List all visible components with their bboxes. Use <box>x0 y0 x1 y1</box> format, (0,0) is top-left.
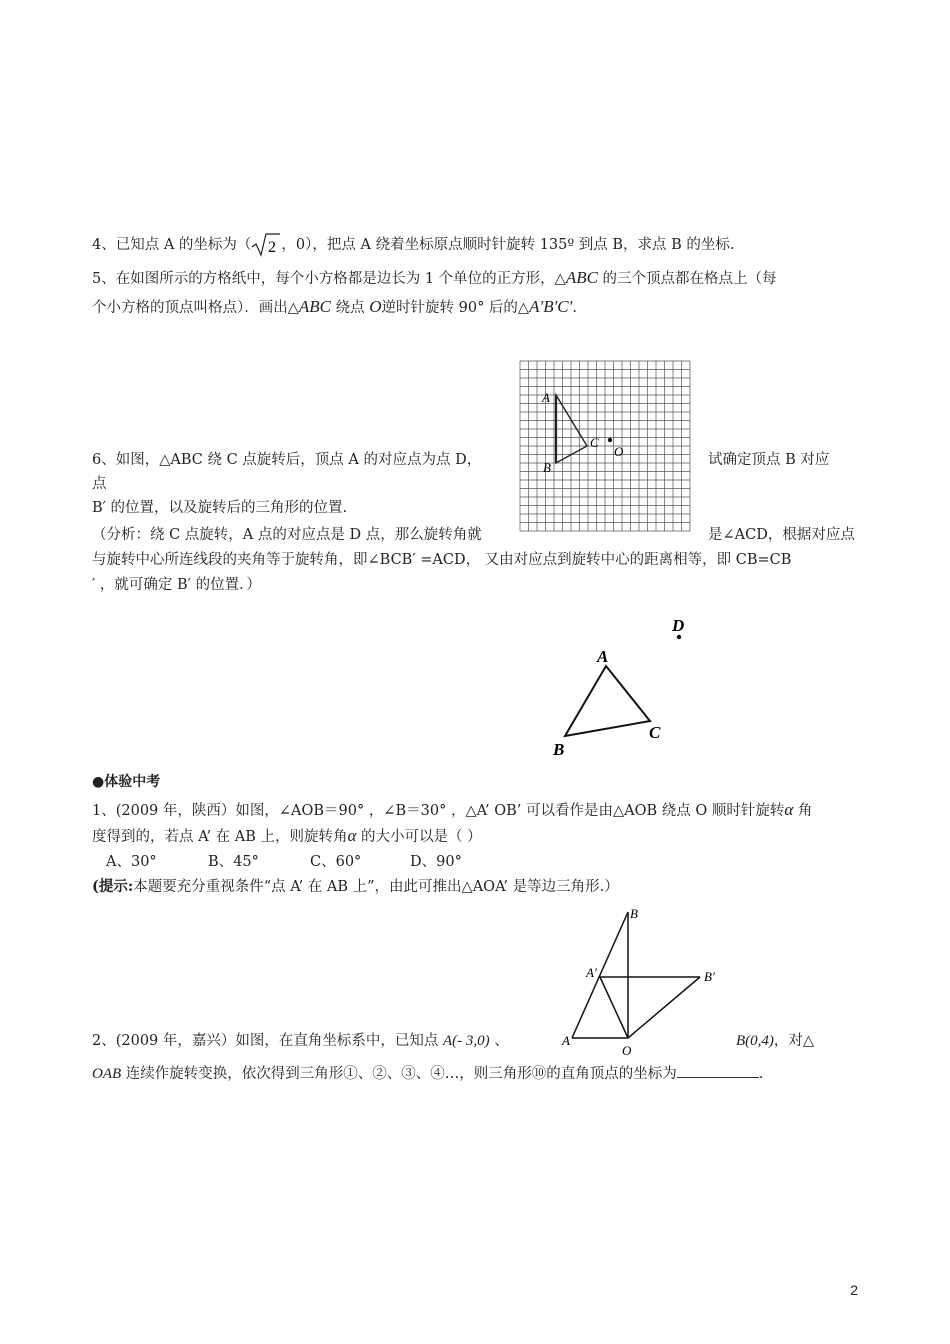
answer-blank[interactable] <box>677 1063 759 1078</box>
tri-label-d: D <box>672 616 685 635</box>
problem-5-line-1 <box>92 268 777 289</box>
question-1-line-1 <box>92 800 812 821</box>
triangle-figure <box>545 610 705 765</box>
problem-6-line-4: （分析：绕 C 点旋转，A 点的对应点是 D 点，那么旋转角就 <box>92 527 482 543</box>
problem-4-text-b: ，0），把点 A 绕着坐标原点顺时针旋转 135º 到点 B，求点 B 的坐标. <box>281 237 735 253</box>
q2-point-b: B(0,4) <box>736 1033 774 1049</box>
q2-l1b: 、 <box>489 1033 509 1049</box>
q1-l1-end: 角 <box>793 803 813 819</box>
grid-label-c: C <box>590 435 599 450</box>
problem-6-line-1-right: 试确定顶点 B 对应 <box>708 452 830 468</box>
q2-l2a: 连续作旋转变换，依次得到三角形①、②、③、④…，则三角形⑩的直角顶点的坐标为 <box>121 1066 677 1082</box>
option-a: A、30° <box>106 854 157 870</box>
problem-4-text-a: 4、已知点 A 的坐标为（ <box>92 237 252 253</box>
q2-l1c: ，对△ <box>773 1033 815 1049</box>
rot-label-a1: A′ <box>586 965 597 980</box>
p5-l2a: 个小方格的顶点叫格点）．画出△ <box>92 300 299 316</box>
hint-text: 本题要充分重视条件“点 A’ 在 AB 上”，由此可推出△AOA’ 是等边三角形.） <box>133 879 619 895</box>
p5-abc-2: ABC <box>298 297 332 316</box>
grid-label-o: O <box>614 444 624 459</box>
q1-l2a: 度得到的，若点 A’ 在 AB 上，则旋转角 <box>92 829 348 845</box>
q1-l1: 1、(2009 年，陕西）如图，∠AOB＝90° ，∠B＝30° ，△A’ OB’ 可以看作是由△AOB 绕点 O 顺时针旋转 <box>92 803 785 819</box>
problem-4 <box>92 232 735 258</box>
q1-alpha-2: α <box>347 826 357 845</box>
q2-oab: OAB <box>92 1066 122 1082</box>
question-1-hint <box>92 877 619 897</box>
grid-figure <box>518 359 694 535</box>
question-2-line-1-right <box>736 1031 814 1051</box>
q2-point-a: A(- 3,0) <box>443 1033 490 1049</box>
rotation-figure <box>558 904 728 1064</box>
p5-l1b: 的三个顶点都在格点上（每 <box>597 271 777 287</box>
problem-6-line-6: ′ ，就可确定 B′ 的位置．） <box>92 577 261 593</box>
tri-label-a: A <box>597 647 609 666</box>
problem-6-line-2: 点 <box>92 476 107 492</box>
p5-abc: ABC <box>565 268 598 287</box>
grid-label-a: A <box>542 390 550 405</box>
p5-l2b: 绕点 <box>331 300 370 316</box>
section-title: ●体验中考 <box>92 774 161 790</box>
problem-6-line-3: B′ 的位置，以及旋转后的三角形的位置. <box>92 500 348 516</box>
problem-6-line-1: 6、如图，△ABC 绕 C 点旋转后，顶点 A 的对应点为点 D， <box>92 452 482 468</box>
tri-label-b: B <box>553 740 565 759</box>
q2-l1a: 2、(2009 年，嘉兴）如图，在直角坐标系中，已知点 <box>92 1033 444 1049</box>
point-d-dot <box>677 635 681 639</box>
p5-l1a: 5、在如图所示的方格纸中，每个小方格都是边长为 1 个单位的正方形，△ <box>92 271 566 287</box>
tri-label-c: C <box>649 723 661 742</box>
p5-l2c: 逆时针旋转 90° 后的△ <box>381 300 530 316</box>
option-c: C、60° <box>310 854 362 870</box>
sqrt-radicand: 2 <box>268 239 277 256</box>
question-1-options <box>106 852 462 872</box>
question-2-line-1 <box>92 1031 509 1051</box>
rot-label-b1: B′ <box>704 969 715 984</box>
hint-label: (提示: <box>92 878 134 895</box>
page-number: 2 <box>850 1282 858 1298</box>
grid-label-b: B <box>543 460 551 475</box>
p5-o: O <box>369 297 382 316</box>
rot-label-a: A <box>562 1033 570 1048</box>
problem-6-line-5: 与旋转中心所连线段的夹角等于旋转角，即∠BCB′ =ACD， 又由对应点到旋转中心的距离相等，即 CB=CB <box>92 552 792 568</box>
q2-l2-end: . <box>758 1066 764 1082</box>
rot-label-o: O <box>622 1043 632 1058</box>
problem-5-line-2 <box>92 297 577 318</box>
p5-a1b1c1: A′B′C′ <box>529 297 573 316</box>
triangle-abc <box>565 666 650 736</box>
rot-label-b: B <box>630 906 638 921</box>
option-b: B、45° <box>208 854 259 870</box>
question-1-line-2 <box>92 826 482 847</box>
option-d: D、90° <box>410 854 462 870</box>
point-o-dot <box>608 438 612 442</box>
q1-l2b: 的大小可以是（ ） <box>356 829 482 845</box>
q1-alpha-1: α <box>784 800 794 819</box>
question-2-line-2 <box>92 1063 763 1084</box>
p5-l2d: . <box>572 300 577 316</box>
problem-6-line-4-right: 是∠ACD，根据对应点 <box>708 527 855 543</box>
sqrt-2 <box>251 232 281 258</box>
